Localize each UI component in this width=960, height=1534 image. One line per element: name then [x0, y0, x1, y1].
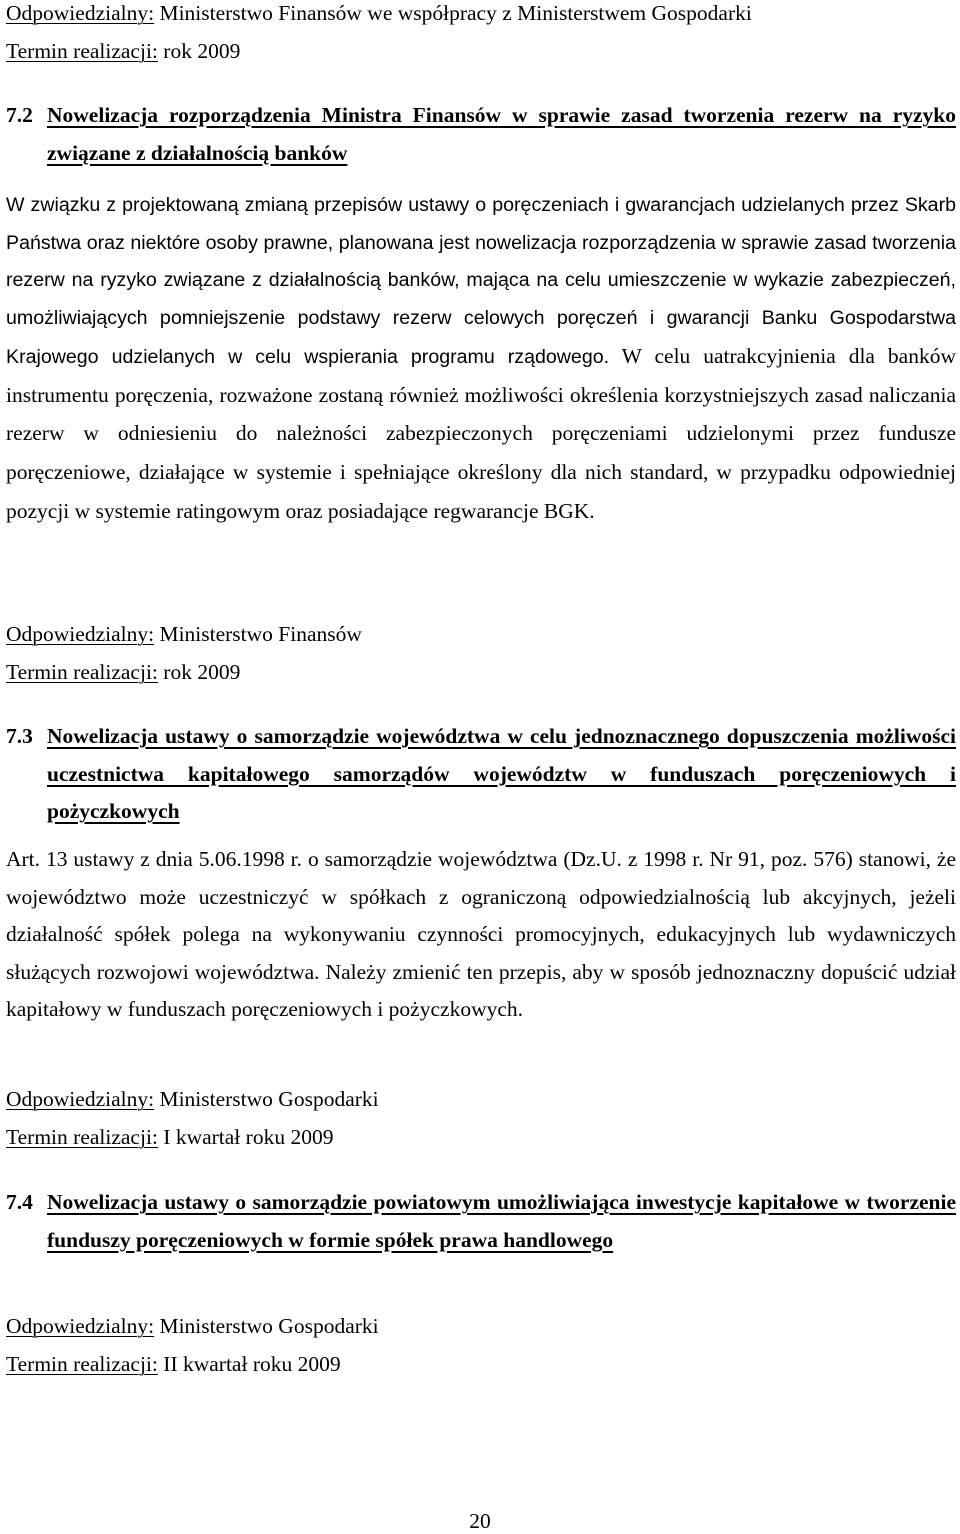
- responsible-value: Ministerstwo Gospodarki: [154, 1087, 379, 1111]
- section-7-2-deadline-line: [6, 659, 240, 685]
- section-7-4-deadline-line: [6, 1351, 341, 1377]
- deadline-label: Termin realizacji:: [6, 1352, 158, 1376]
- section-title: Nowelizacja rozporządzenia Ministra Finansów w sprawie zasad tworzenia rezerw na ryzyko związane z działalnością banków: [47, 103, 956, 165]
- section-7-4-responsible-line: [6, 1313, 379, 1339]
- section-title: Nowelizacja ustawy o samorządzie województwa w celu jednoznacznego dopuszczenia możliwości uczestnictwa kapitałowego samorządów województw w funduszach poręczeniowych i pożyczkowych: [47, 724, 956, 823]
- section-number: 7.4: [6, 1190, 33, 1214]
- section-7-2-paragraph: [6, 187, 956, 531]
- responsible-value: Ministerstwo Finansów: [154, 622, 362, 646]
- page-number: 20: [469, 1509, 491, 1533]
- paragraph-serif-part: W celu uatrakcyjnienia dla banków instrumentu poręczenia, rozważone zostaną również możliwości określenia korzystniejszych zasad naliczania rezerw w odniesieniu do należności zabezpieczonych poręczeniami udzielonymi przez fundusze poręczeniowe, działające w systemie i spełniające określony dla nich standard, w przypadku odpowiedniej pozycji w systemie ratingowym oraz posiadające regwarancje BGK.: [6, 343, 956, 523]
- deadline-label: Termin realizacji:: [6, 660, 158, 684]
- deadline-label: Termin realizacji:: [6, 39, 158, 63]
- deadline-value: rok 2009: [157, 660, 241, 684]
- section-7-4-heading: [6, 1184, 956, 1259]
- responsible-label: Odpowiedzialny:: [6, 1314, 155, 1338]
- responsible-value: Ministerstwo Finansów we współpracy z Ministerstwem Gospodarki: [154, 1, 752, 25]
- deadline-value: I kwartał roku 2009: [157, 1125, 334, 1149]
- top-responsible-line: [6, 0, 752, 26]
- section-7-3-paragraph: Art. 13 ustawy z dnia 5.06.1998 r. o samorządzie województwa (Dz.U. z 1998 r. Nr 91, poz. 576) stanowi, że województwo może uczestniczyć w spółkach z ograniczoną odpowiedzialnością lub akcyjnych, jeżeli działalność spółek polega na wykonywaniu czynności promocyjnych, edukacyjnych lub wydawniczych służących rozwojowi województwa. Należy zmienić ten przepis, aby w sposób jednoznaczny dopuścić udział kapitałowy w funduszach poręczeniowych i pożyczkowych.: [6, 847, 956, 1022]
- section-number: 7.2: [6, 103, 33, 127]
- section-7-2-responsible-line: [6, 621, 362, 647]
- deadline-value: II kwartał roku 2009: [157, 1352, 341, 1376]
- responsible-label: Odpowiedzialny:: [6, 1, 155, 25]
- section-title: Nowelizacja ustawy o samorządzie powiatowym umożliwiająca inwestycje kapitałowe w tworzenie funduszy poręczeniowych w formie spółek prawa handlowego: [47, 1190, 956, 1252]
- section-7-3-responsible-line: [6, 1086, 379, 1112]
- paragraph-sans-part: W związku z projektowaną zmianą przepisów ustawy o poręczeniach i gwarancjach udzielanych przez Skarb Państwa oraz niektóre osoby prawne, planowana jest nowelizacja rozporządzenia w sprawie zasad tworzenia rezerw na ryzyko związane z działalnością banków, mająca na celu umieszczenie w wykazie zabezpieczeń, umożliwiających pomniejszenie podstawy rezerw celowych poręczeń i gwarancji Banku Gospodarstwa Krajowego udzielanych w celu wspierania programu rządowego.: [6, 194, 956, 368]
- responsible-label: Odpowiedzialny:: [6, 622, 155, 646]
- deadline-value: rok 2009: [157, 39, 241, 63]
- section-7-3-deadline-line: [6, 1124, 333, 1150]
- top-deadline-line: [6, 38, 240, 64]
- responsible-value: Ministerstwo Gospodarki: [154, 1314, 379, 1338]
- section-7-2-heading: [6, 97, 956, 172]
- section-7-3-heading: [6, 718, 956, 831]
- deadline-label: Termin realizacji:: [6, 1125, 158, 1149]
- section-number: 7.3: [6, 724, 33, 748]
- responsible-label: Odpowiedzialny:: [6, 1087, 155, 1111]
